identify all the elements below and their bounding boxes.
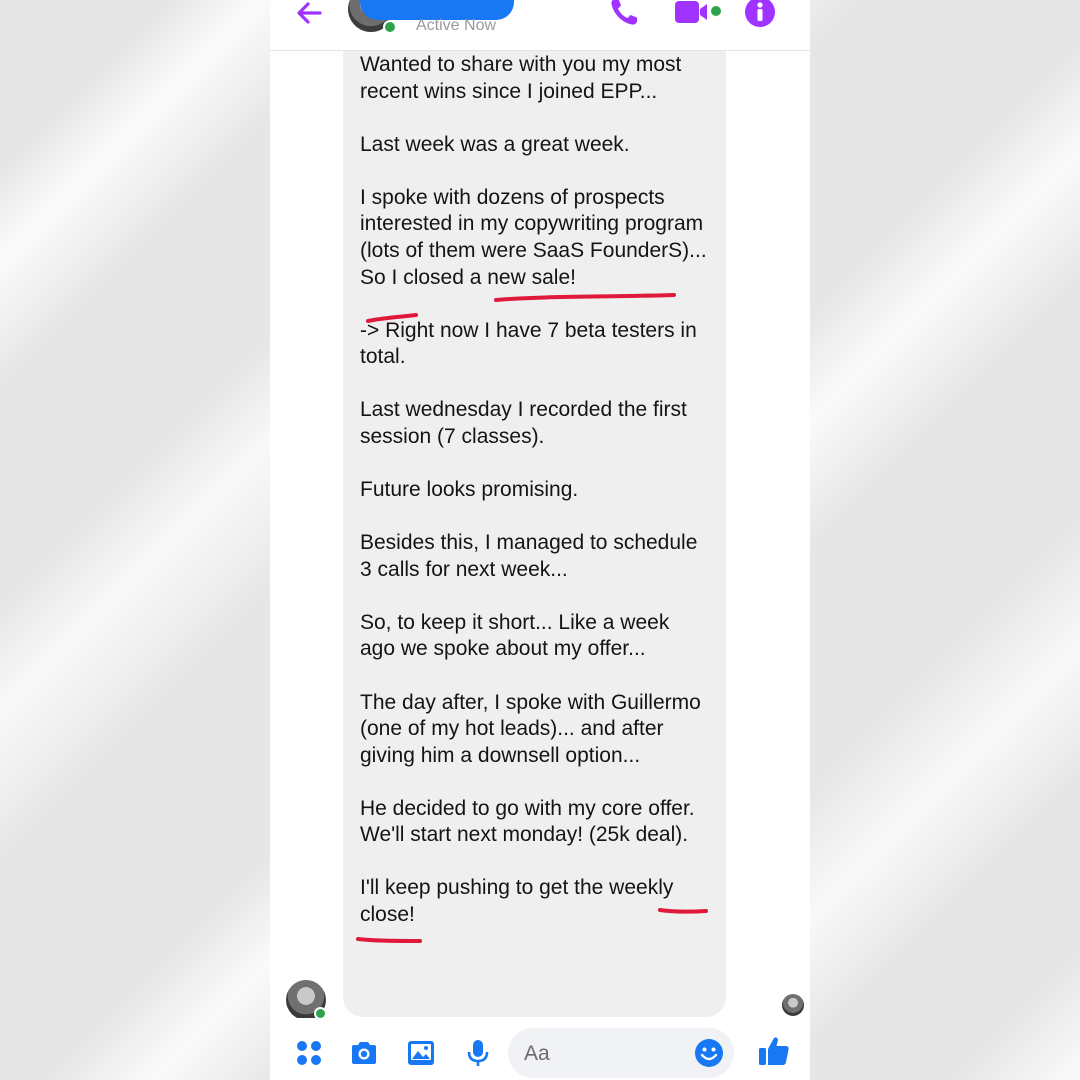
info-icon[interactable] (744, 0, 776, 28)
message-paragraph: He decided to go with my core offer. We'll start next monday! (25k deal). (360, 796, 695, 847)
arrow-left-icon[interactable] (292, 0, 326, 30)
message-paragraph: Last wednesday I recorded the first session (7 classes). (360, 398, 687, 448)
message-paragraph: Last week was a great week. (360, 132, 630, 156)
apps-grid-icon[interactable] (294, 1038, 324, 1068)
active-status: Active Now (416, 17, 497, 34)
message-bubble (343, 30, 726, 1017)
thumbs-up-icon[interactable] (757, 1034, 791, 1068)
message-paragraph: I'll keep pushing to get the weekly close! (360, 876, 674, 927)
conversation-header (270, 0, 810, 51)
online-indicator (383, 20, 397, 34)
message-paragraph: Future looks promising. (360, 478, 579, 502)
message-paragraph: So, to keep it short... Like a week ago we spoke about my offer... (360, 610, 670, 661)
image-gallery-icon[interactable] (406, 1038, 436, 1068)
video-camera-icon[interactable] (674, 0, 722, 26)
composer-bar (270, 1018, 810, 1080)
phone-icon[interactable] (608, 0, 640, 28)
messenger-screen (270, 0, 810, 1080)
emoji-icon[interactable] (694, 1038, 724, 1068)
message-paragraph: The day after, I spoke with Guillermo (one of my hot leads)... and after giving him a downsell option... (360, 690, 701, 767)
message-paragraph: I spoke with dozens of prospects interested in my copywriting program (lots of them were SaaS FounderS)... So I closed a new sale! (360, 185, 707, 289)
camera-icon[interactable] (349, 1038, 379, 1068)
message-input-container[interactable] (508, 1028, 734, 1078)
message-paragraph: -> Right now I have 7 beta testers in total. (360, 318, 697, 369)
message-paragraph: Besides this, I managed to schedule 3 calls for next week... (360, 531, 698, 581)
message-paragraph: Wanted to share with you my most recent wins since I joined EPP... (360, 53, 682, 103)
microphone-icon[interactable] (463, 1038, 493, 1068)
message-input[interactable] (522, 1036, 686, 1072)
seen-receipt-avatar (782, 994, 804, 1016)
